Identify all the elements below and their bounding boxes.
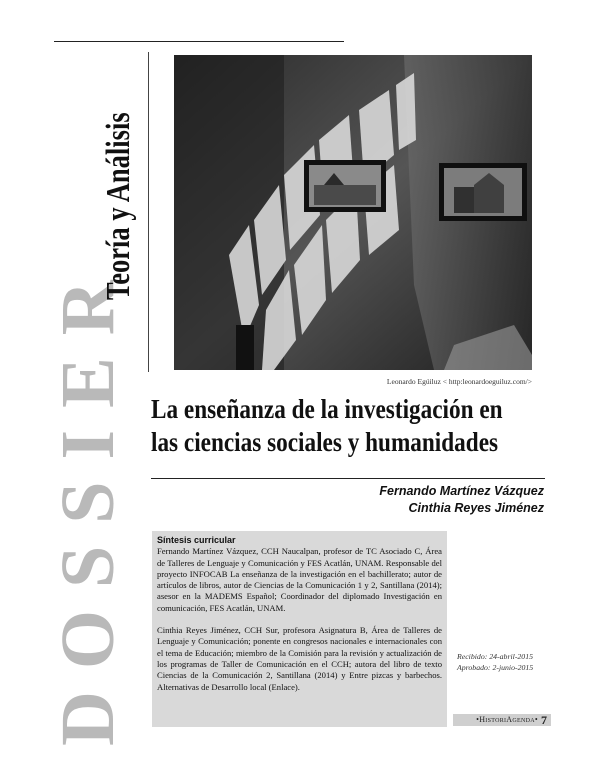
author-name: Cinthia Reyes Jiménez (408, 501, 544, 515)
page-footer (453, 714, 551, 726)
picture-frame-bottom (236, 325, 254, 370)
article-title-line: las ciencias sociales y humanidades (151, 427, 499, 457)
approved-date: Aprobado: 2-junio-2015 (457, 663, 534, 672)
synthesis-paragraph: Fernando Martínez Vázquez, CCH Naucalpan, profesor de TC Asociado C, Área de Talleres de Lenguaje y Comunicación y FES Acatlán, UNAM. Responsable del proyecto INFOCAB La enseñanza de la investigación en el bachillerato; autor de artículos de libros, autor de Ciencias de la Comunicación 1 y 2, Santillana (2014); asesor en la MADEMS Español; Coordinador del diplomado Investigación en comunicación, FES Acatlán, UNAM. (157, 546, 442, 613)
picture-frame-left (304, 160, 386, 212)
authors (379, 483, 544, 517)
synthesis-box (152, 531, 447, 727)
page-number: 7 (541, 713, 547, 727)
article-title-line: La enseñanza de la investigación en (151, 394, 503, 424)
synthesis-paragraph: Cinthia Reyes Jiménez, CCH Sur, profesora Asignatura B, Área de Talleres de Lenguaje y Comunicación; ponente en congresos nacionales e internacionales con el tema de Educación; miembro de la Comisión para la revisión y actualización de los programas de Taller de Comunicación en el CCH; autora del libro de texto Ciencias de la Comunicación 2, Santillana (2014) y Entre pizcas y barbechos. Alternativas de Desarrollo local (Enlace). (157, 625, 442, 692)
photo-credit: Leonardo Egúiluz < http:leonardoeguiluz.com/> (386, 377, 532, 386)
article-dates (457, 651, 533, 673)
section-title: Teoría y Análisis (100, 112, 137, 301)
article-title (151, 393, 503, 459)
picture-frame-right (439, 163, 527, 221)
title-rule (151, 478, 545, 479)
top-rule (54, 41, 344, 42)
sidebar-rule (148, 52, 149, 372)
received-date: Recibido: 24-abril-2015 (457, 652, 534, 661)
article-photo (174, 55, 532, 370)
dossier-vertical-label: DOSSIER (46, 258, 130, 746)
synthesis-heading: Síntesis curricular (157, 535, 236, 545)
author-name: Fernando Martínez Vázquez (379, 484, 544, 498)
journal-name: •HistoriAgenda• (476, 715, 538, 724)
photo-illustration (174, 55, 532, 370)
